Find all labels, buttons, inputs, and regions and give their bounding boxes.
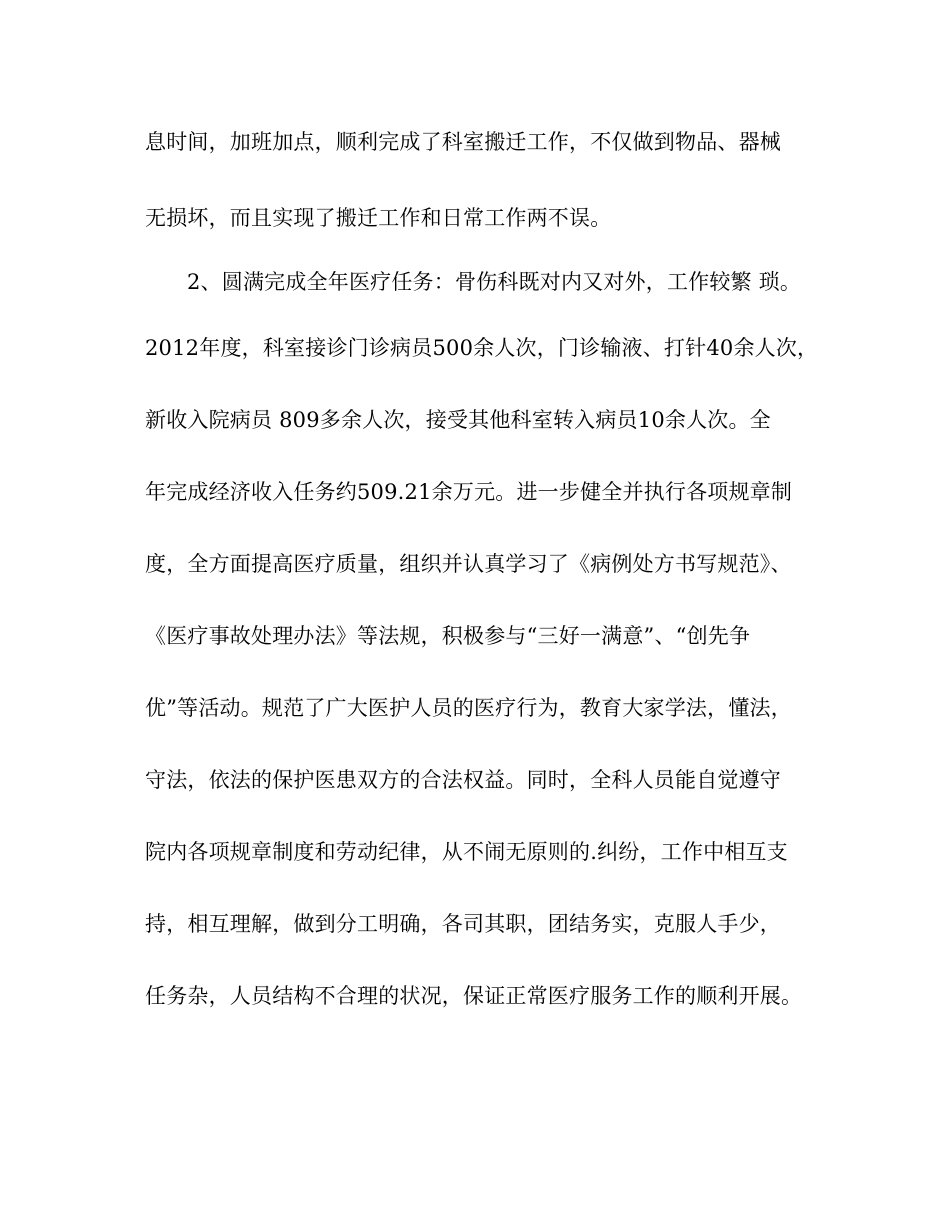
paragraph-line: 优”等活动。规范了广大医护人员的医疗行为，教育大家学法，懂法， <box>145 696 792 720</box>
paragraph-line: 2012年度，科室接诊门诊病员500余人次，门诊输液、打针40余人次， <box>145 336 819 360</box>
paragraph-line: 2、圆满完成全年医疗任务：骨伤科既对内又对外，工作较繁 琐。 <box>187 270 802 294</box>
paragraph-line: 息时间，加班加点，顺利完成了科室搬迁工作，不仅做到物品、器械 <box>145 130 781 154</box>
paragraph-line: 任务杂，人员结构不合理的状况，保证正常医疗服务工作的顺利开展。 <box>145 984 803 1008</box>
paragraph-line: 度，全方面提高医疗质量，组织并认真学习了《病例处方书写规范》、 <box>145 552 792 576</box>
paragraph-line: 持，相互理解，做到分工明确，各司其职，团结务实，克服人手少， <box>145 912 781 936</box>
paragraph-line: 新收入院病员 809多余人次，接受其他科室转入病员10余人次。全 <box>145 408 771 432</box>
paragraph-line: 守法，依法的保护医患双方的合法权益。同时，全科人员能自觉遵守 <box>145 768 781 792</box>
paragraph-line: 年完成经济收入任务约509.21余万元。进一步健全并执行各项规章制 <box>145 480 793 504</box>
paragraph-line: 院内各项规章制度和劳动纪律，从不闹无原则的.纠纷，工作中相互支 <box>145 840 788 864</box>
paragraph-line: 《医疗事故处理办法》等法规，积极参与“三好一满意”、“创先争 <box>145 624 751 648</box>
paragraph-line: 无损坏，而且实现了搬迁工作和日常工作两不误。 <box>145 206 612 230</box>
